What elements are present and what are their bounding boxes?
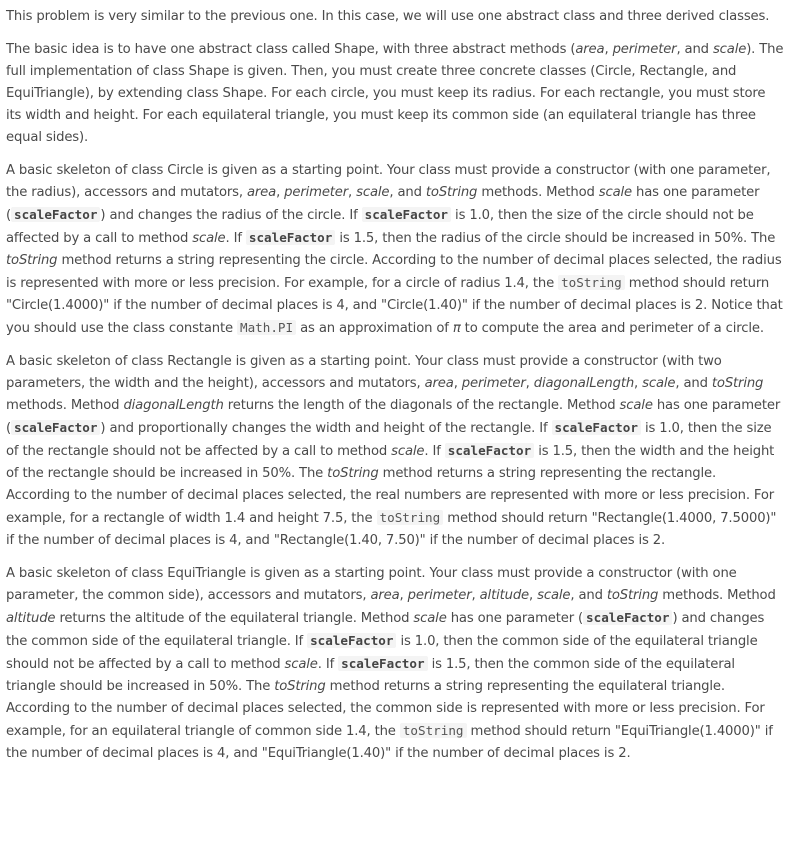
method-ref: scale bbox=[356, 185, 390, 200]
text: , and bbox=[675, 376, 712, 391]
text: to compute the area and perimeter of a circle. bbox=[460, 321, 764, 336]
text: is 1.0, then the size of the rectangle should not be affected by a call to method bbox=[6, 421, 772, 459]
inline-code: toString bbox=[377, 510, 444, 525]
text: , bbox=[604, 42, 613, 57]
shape-overview-paragraph bbox=[6, 39, 784, 149]
text: is 1.5, then the radius of the circle should be increased in 50%. The bbox=[335, 231, 776, 246]
intro-text: This problem is very similar to the previous one. In this case, we will use one abstract class and three derived classes. bbox=[6, 9, 770, 24]
method-ref: scale bbox=[642, 376, 676, 391]
text: , bbox=[453, 376, 462, 391]
text: is 1.0, then the size of the circle should not be affected by a call to method bbox=[6, 208, 754, 246]
text: , bbox=[529, 588, 538, 603]
text: has one parameter ( bbox=[6, 398, 781, 436]
method-ref: scale bbox=[391, 444, 425, 459]
text: , and bbox=[570, 588, 607, 603]
method-ref: diagonalLength bbox=[533, 376, 635, 391]
text: . If bbox=[424, 444, 445, 459]
method-ref: toString bbox=[425, 185, 478, 200]
inline-code: scaleFactor bbox=[246, 230, 335, 245]
inline-code: scaleFactor bbox=[552, 420, 641, 435]
method-ref: diagonalLength bbox=[123, 398, 224, 413]
text: is 1.5, then the width and the height of the rectangle should be increased in 50%. The bbox=[6, 444, 775, 481]
inline-code: scaleFactor bbox=[445, 443, 534, 458]
text: , bbox=[525, 376, 534, 391]
text: A basic skeleton of class Rectangle is given as a starting point. Your class must provide a constructor (with two parameters, the width and the height), accessors and mutators, bbox=[6, 354, 722, 391]
method-ref: scale bbox=[712, 42, 747, 57]
text: , bbox=[348, 185, 357, 200]
text: method returns a string representing the circle. According to the number of decimal places selected, the radius is represented with more or less precision. For example, for a circle of radius 1.4, the bbox=[6, 253, 782, 291]
method-ref: area bbox=[424, 376, 454, 391]
inline-code: scaleFactor bbox=[307, 633, 396, 648]
method-ref: toString bbox=[6, 253, 58, 268]
method-ref: scale bbox=[192, 231, 226, 246]
text: , and bbox=[389, 185, 426, 200]
text: A basic skeleton of class Circle is given as a starting point. Your class must provide a constructor (with one parameter, the radius), accessors and mutators, bbox=[6, 163, 771, 200]
text: method should return "EquiTriangle(1.4000)" if the number of decimal places is 4, and "EquiTriangle(1.40)" if the number of decimal places is 2. bbox=[6, 724, 773, 761]
inline-code: scaleFactor bbox=[338, 656, 427, 671]
text: , bbox=[634, 376, 643, 391]
inline-code: toString bbox=[400, 723, 467, 738]
text: . If bbox=[317, 657, 339, 672]
text: as an approximation of bbox=[296, 321, 453, 336]
inline-code: scaleFactor bbox=[362, 207, 451, 222]
method-ref: toString bbox=[606, 588, 659, 603]
text: has one parameter ( bbox=[6, 185, 760, 223]
method-ref: perimeter bbox=[612, 42, 677, 57]
method-ref: perimeter bbox=[407, 588, 472, 603]
circle-paragraph bbox=[6, 160, 784, 340]
text: , bbox=[276, 185, 285, 200]
inline-code: scaleFactor bbox=[583, 610, 672, 625]
equitriangle-paragraph bbox=[6, 563, 784, 765]
text: method returns a string representing the rectangle. According to the number of decimal places selected, the real numbers are represented with more or less precision. For example, for a rectangle of width 1.4 and height 7.5, the bbox=[6, 466, 775, 526]
inline-code: scaleFactor bbox=[11, 207, 100, 222]
text: , bbox=[399, 588, 408, 603]
text: ) and changes the common side of the equilateral triangle. If bbox=[6, 611, 765, 649]
rectangle-paragraph bbox=[6, 351, 784, 552]
text: ) and proportionally changes the width and height of the rectangle. If bbox=[100, 421, 552, 436]
text: is 1.5, then the common side of the equilateral triangle should be increased in 50%. The bbox=[6, 657, 735, 694]
inline-code: toString bbox=[558, 275, 625, 290]
method-ref: area bbox=[370, 588, 400, 603]
pi-symbol: π bbox=[452, 321, 461, 336]
inline-code: scaleFactor bbox=[11, 420, 100, 435]
method-ref: area bbox=[246, 185, 277, 200]
text: has one parameter ( bbox=[446, 611, 584, 626]
method-ref: toString bbox=[327, 466, 379, 481]
text: ) and changes the radius of the circle. If bbox=[100, 208, 362, 223]
inline-code: Math.PI bbox=[237, 320, 296, 335]
method-ref: altitude bbox=[479, 588, 530, 603]
text: methods. Method bbox=[658, 588, 776, 603]
text: method should return "Circle(1.4000)" if the number of decimal places is 4, and "Circle(1.40)" if the number of decimal places is 2. Notice that you should use the class constante bbox=[6, 276, 783, 336]
method-ref: perimeter bbox=[461, 376, 526, 391]
text: , and bbox=[676, 42, 713, 57]
text: methods. Method bbox=[477, 185, 599, 200]
intro-paragraph bbox=[6, 6, 784, 28]
method-ref: area bbox=[575, 42, 605, 57]
text: method should return "Rectangle(1.4000, 7.5000)" if the number of decimal places is 4, and "Rectangle(1.40, 7.50)" if the number of decimal places is 2. bbox=[6, 511, 777, 548]
text: returns the altitude of the equilateral triangle. Method bbox=[55, 611, 414, 626]
text: A basic skeleton of class EquiTriangle is given as a starting point. Your class must provide a constructor (with one parameter, the common side), accessors and mutators, bbox=[6, 566, 737, 603]
text: returns the length of the diagonals of the rectangle. Method bbox=[223, 398, 620, 413]
method-ref: toString bbox=[711, 376, 764, 391]
text: The basic idea is to have one abstract class called Shape, with three abstract methods ( bbox=[6, 42, 576, 57]
text: methods. Method bbox=[6, 398, 124, 413]
method-ref: perimeter bbox=[284, 185, 349, 200]
text: ). The full implementation of class Shape is given. Then, you must create three concrete classes (Circle, Rectangle, and EquiTriangle), by extending class Shape. For each circle, you must keep its radius. For each rectangle, you must store its width and height. For each equilateral triangle, you must keep its common side (an equilateral triangle has three equal sides). bbox=[6, 42, 784, 145]
method-ref: altitude bbox=[6, 611, 56, 626]
text: method returns a string representing the equilateral triangle. According to the number of decimal places selected, the common side is represented with more or less precision. For example, for an equilateral triangle of common side 1.4, the bbox=[6, 679, 765, 739]
method-ref: scale bbox=[413, 611, 447, 626]
method-ref: scale bbox=[598, 185, 632, 200]
method-ref: scale bbox=[284, 657, 318, 672]
text: , bbox=[471, 588, 480, 603]
method-ref: scale bbox=[619, 398, 653, 413]
text: is 1.0, then the common side of the equilateral triangle should not be affected by a call to method bbox=[6, 634, 758, 672]
text: . If bbox=[225, 231, 246, 246]
method-ref: toString bbox=[274, 679, 326, 694]
method-ref: scale bbox=[537, 588, 571, 603]
